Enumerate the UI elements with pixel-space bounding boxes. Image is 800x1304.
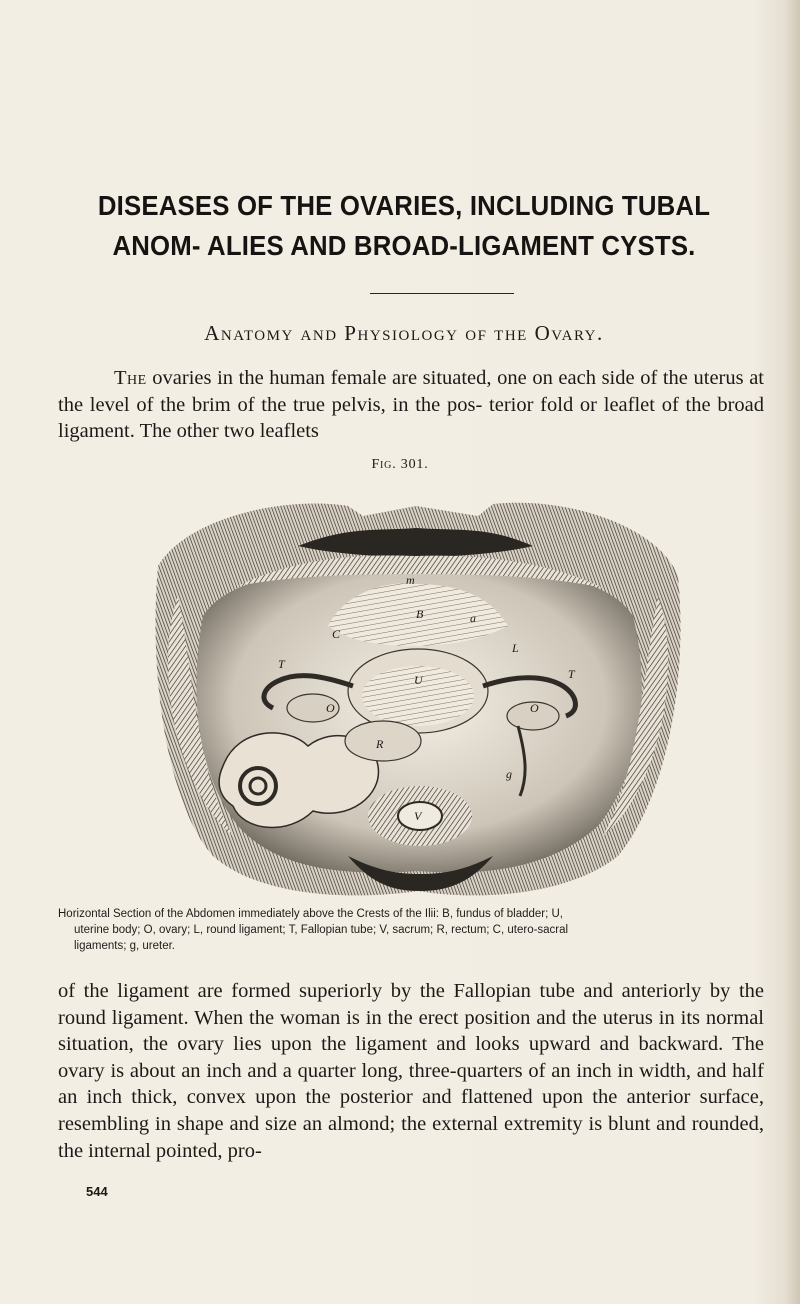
section-heading: Anatomy and Physiology of the Ovary. xyxy=(204,321,604,345)
caption-line-2: uterine body; O, ovary; L, round ligament; T, Fallopian tube; V, sacrum; R, rectum; C, utero-sacral xyxy=(74,924,569,936)
paragraph-lead-word: The xyxy=(114,367,147,389)
label-rectum: R xyxy=(376,737,384,751)
title-rule xyxy=(370,293,514,294)
label-a: a xyxy=(470,611,476,625)
label-ureter: g xyxy=(506,767,512,781)
label-round-ligament: L xyxy=(512,641,519,655)
label-left-tube: T xyxy=(278,657,285,671)
label-sacrum: V xyxy=(414,809,422,823)
pelvic-section-illustration xyxy=(148,476,686,904)
label-right-ovary: O xyxy=(530,701,539,715)
caption-line-3: ligaments; g, ureter. xyxy=(74,940,175,952)
anatomical-figure xyxy=(148,476,686,904)
figure-caption xyxy=(58,906,764,954)
page-number: 544 xyxy=(86,1184,108,1199)
figure-label: Fig. 301. xyxy=(371,457,429,472)
label-m: m xyxy=(406,573,415,587)
caption-line-1: Horizontal Section of the Abdomen immediately above the Crests of the Ilii: B, fundus of bladder; U, xyxy=(58,908,563,920)
paragraph-continued: of the ligament are formed superiorly by the Fallopian tube and anteriorly by the round ligament. When the woman is in the erect position and the uterus in its normal situation, the ovary lies upon the ligament and looks upward and backward. The ovary is about an inch and a quarter long, three-quarters of an inch in width, and half an inch thick, convex upon the posterior and flattened upon the anterior surface, resembling in shape and size an almond; the external extremity is blunt and rounded, the internal pointed, pro- xyxy=(58,980,764,1162)
paragraph-intro xyxy=(58,365,764,445)
chapter-title: DISEASES OF THE OVARIES, INCLUDING TUBAL ANOM- ALIES AND BROAD-LIGAMENT CYSTS. xyxy=(97,190,711,261)
label-bladder: B xyxy=(416,607,424,621)
label-right-tube: T xyxy=(568,667,575,681)
paragraph-intro-text: ovaries in the human female are situated, one on each side of the uterus at the level of the brim of the true pelvis, in the pos- terior fold or leaflet of the broad ligament. The other two leaflets xyxy=(58,367,764,443)
label-utero-sacral: C xyxy=(332,627,341,641)
label-uterus: U xyxy=(414,673,423,687)
label-left-ovary: O xyxy=(326,701,335,715)
